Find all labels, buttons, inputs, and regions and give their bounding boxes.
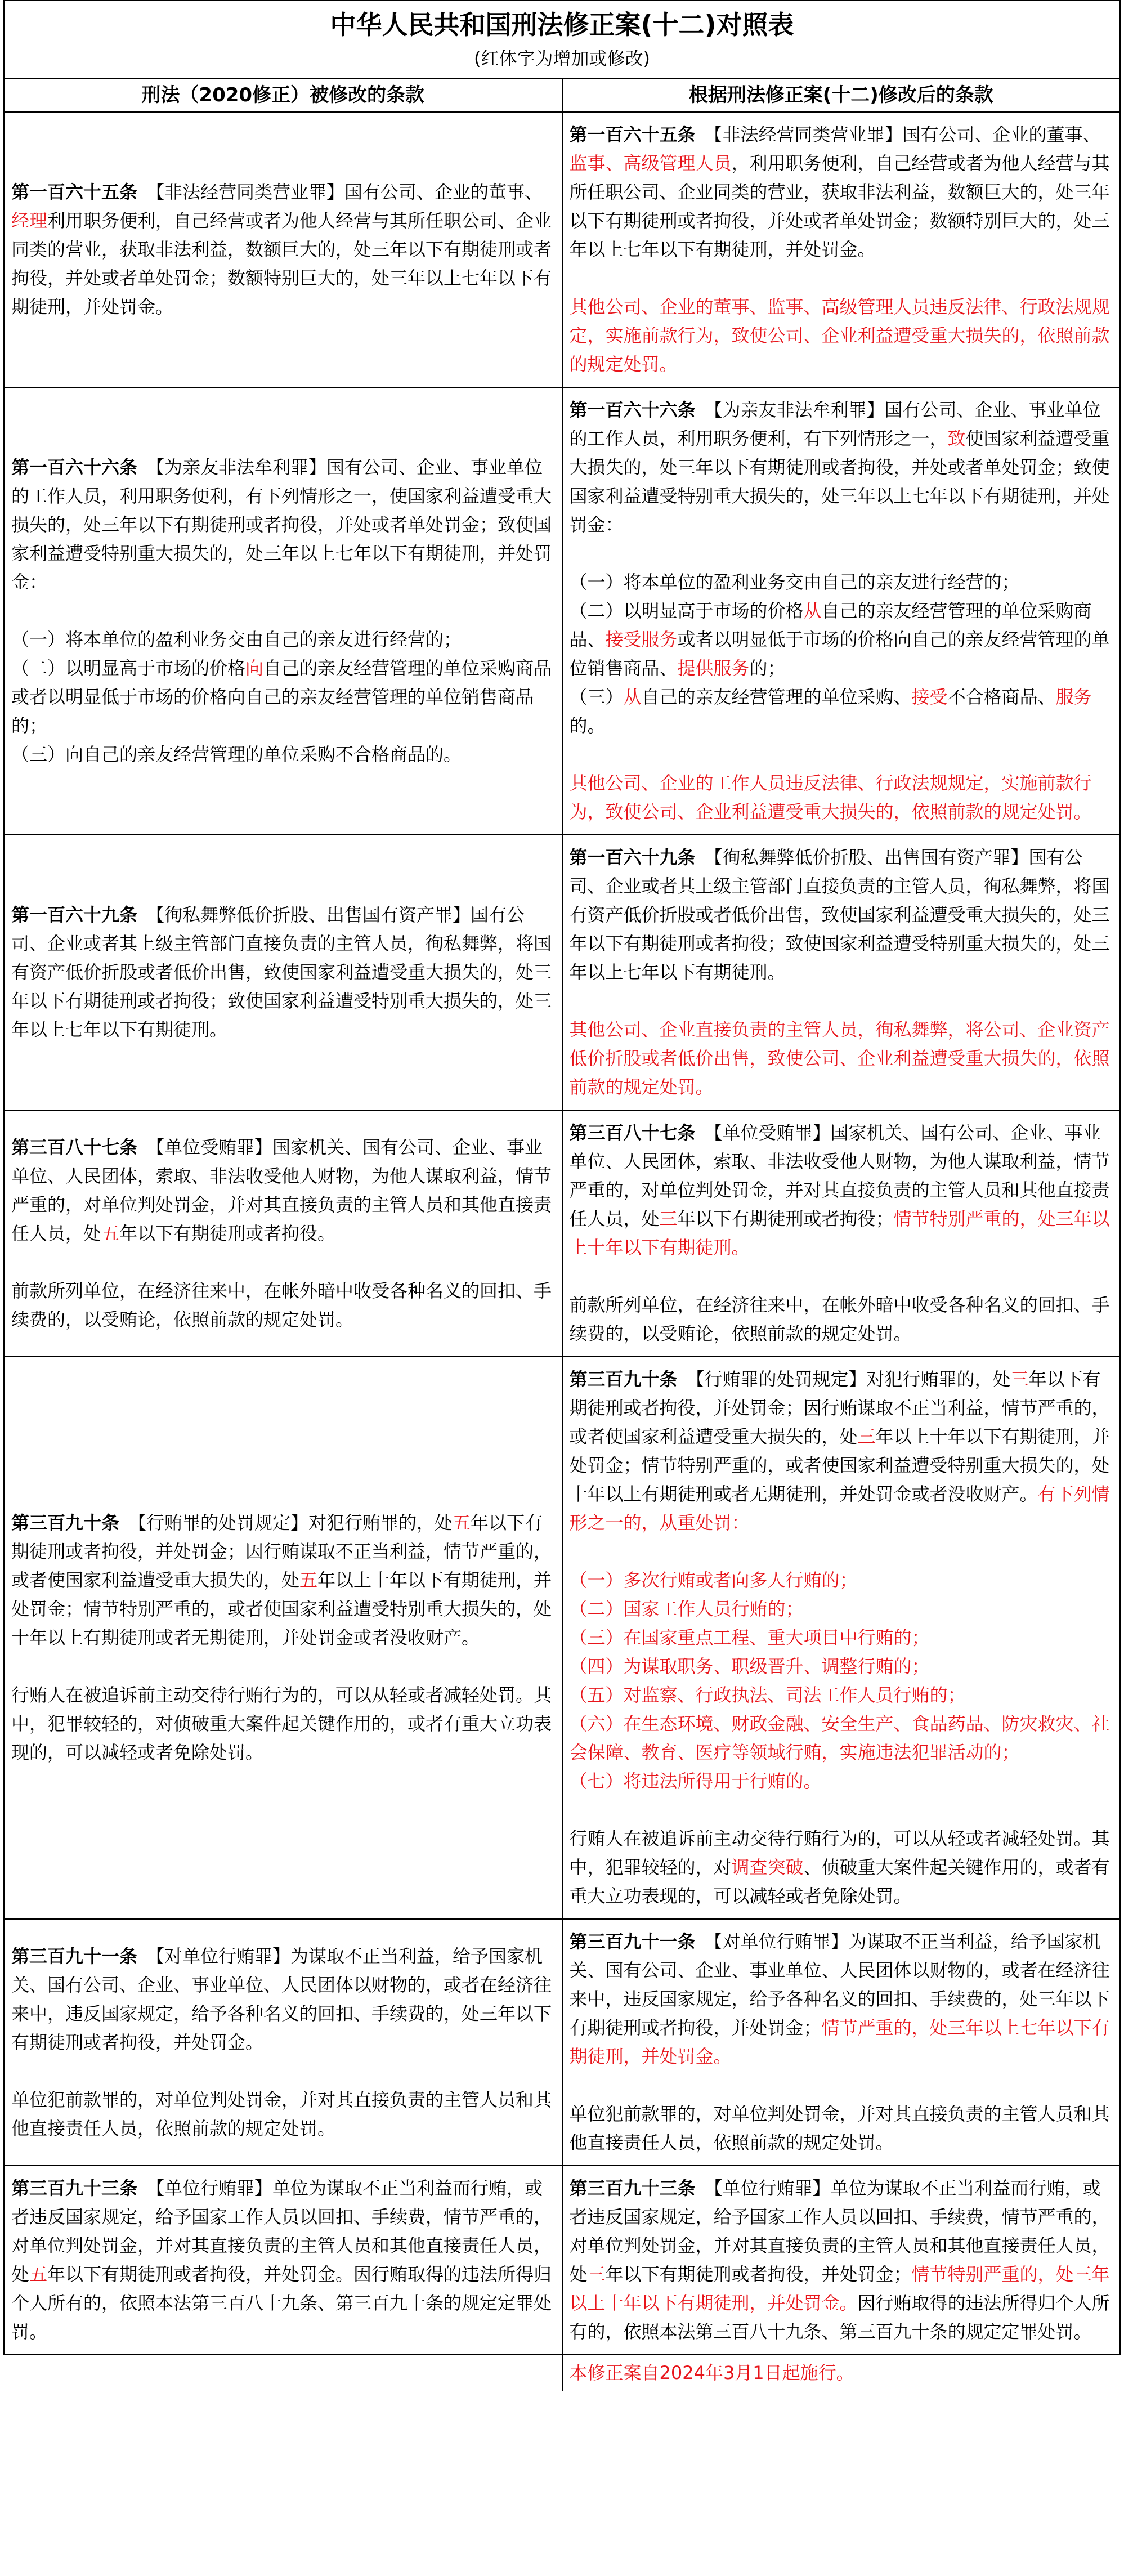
- article-text: 【徇私舞弊低价折股、出售国有资产罪】国有公司、企业或者其上级主管部门直接负责的主管人员，徇私舞弊，将国有资产低价折股或者低价出售，致使国家利益遭受重大损失的，处三年以下有期徒刑或者拘役；致使国家利益遭受特别重大损失的，处三年以上七年以下有期徒刑。: [11, 904, 552, 1040]
- amended-text: 接受服务: [605, 629, 678, 650]
- article-text: 【非法经营同类营业罪】国有公司、企业的董事、: [137, 181, 543, 203]
- amended-text: （七）将违法所得用于行贿的。: [569, 1770, 822, 1792]
- amended-text: （二）国家工作人员行贿的；: [569, 1598, 804, 1620]
- article-text: 不合格商品、: [947, 686, 1056, 708]
- article-paragraph: [11, 901, 555, 1044]
- amended-text: （六）在生态环境、财政金融、安全生产、食品药品、防灾救灾、社会保障、教育、医疗等领域行贿，实施违法犯罪活动的；: [569, 1713, 1110, 1763]
- left-article-cell: [4, 835, 562, 1110]
- article-text: 年以下有期徒刑或者拘役，并处罚金。因行贿取得的违法所得归个人所有的，依照本法第三百八十九条、第三百九十条的规定定罪处罚。: [11, 2264, 552, 2342]
- amended-text: 情节特别严重的，处三年以上十年以下有期徒刑。: [569, 1208, 1110, 1258]
- article-text: （三）: [569, 686, 624, 708]
- article-text: 自己的亲友经营管理的单位采购商品或者以明显低于市场的价格向自己的亲友经营管理的单位销售商品的；: [11, 658, 552, 736]
- amended-text: 三: [659, 1208, 678, 1229]
- title-row: [4, 1, 1120, 44]
- article-number: 第三百九十三条: [11, 2177, 138, 2199]
- article-number: 第一百六十九条: [11, 904, 138, 925]
- article-text: 利用职务便利，自己经营或者为他人经营与其所任职公司、企业同类的营业，获取非法利益，数额巨大的，处三年以下有期徒刑或者拘役，并处或者单处罚金；数额特别巨大的，处三年以上七年以下有期徒刑，并处罚金。: [11, 210, 552, 317]
- article-paragraph: [11, 1942, 555, 2057]
- article-number: 第三百九十三条: [569, 2177, 696, 2199]
- table-row: [4, 1357, 1120, 1919]
- article-text: 的；: [749, 658, 786, 679]
- article-text: 单位犯前款罪的，对单位判处罚金，并对其直接负责的主管人员和其他直接责任人员，依照前款的规定处罚。: [11, 2088, 552, 2139]
- amended-text: 服务: [1055, 686, 1092, 708]
- article-text: 【对单位行贿罪】为谋取不正当利益，给予国家机关、国有公司、企业、事业单位、人民团体以财物的，或者在经济往来中，违反国家规定，给予各种名义的回扣、手续费的，处三年以下有期徒刑或者拘役，并处罚金；: [569, 1931, 1110, 2038]
- amended-text: （三）在国家重点工程、重大项目中行贿的；: [569, 1627, 930, 1648]
- right-article-cell: [562, 835, 1121, 1110]
- right-article-cell: [562, 112, 1121, 387]
- right-article-cell: [562, 2166, 1121, 2355]
- amended-text: 五: [29, 2264, 48, 2285]
- article-text: 【单位受贿罪】国家机关、国有公司、企业、事业单位、人民团体，索取、非法收受他人财物，为他人谋取利益，情节严重的，对单位判处罚金，并对其直接负责的主管人员和其他直接责任人员，处: [569, 1122, 1110, 1229]
- column-header-right: 根据刑法修正案(十二)修改后的条款: [562, 78, 1121, 112]
- footer-blank: [4, 2355, 562, 2391]
- footer-note: 本修正案自2024年3月1日起施行。: [562, 2355, 1121, 2391]
- amended-text: 接受: [911, 686, 948, 708]
- article-paragraph: [11, 1681, 555, 1767]
- article-text: 年以上十年以下有期徒刑，并处罚金；情节特别严重的，或者使国家利益遭受特别重大损失的，处十年以上有期徒刑或者无期徒刑，并处罚金或者没收财产。: [569, 1426, 1110, 1505]
- right-article-cell: [562, 387, 1121, 835]
- article-paragraph: [11, 1277, 555, 1334]
- article-paragraph: [570, 120, 1113, 264]
- article-paragraph: [570, 1365, 1113, 1537]
- left-article-cell: [4, 387, 562, 835]
- article-text: 单位犯前款罪的，对单位判处罚金，并对其直接负责的主管人员和其他直接责任人员，依照前款的规定处罚。: [569, 2103, 1110, 2153]
- article-text: 前款所列单位，在经济往来中，在帐外暗中收受各种名义的回扣、手续费的，以受贿论，依照前款的规定处罚。: [11, 1280, 552, 1330]
- article-text: 年以下有期徒刑或者拘役，并处罚金；因行贿谋取不正当利益，情节严重的，或者使国家利益遭受重大损失的，处: [569, 1368, 1110, 1447]
- article-paragraph: [570, 843, 1113, 987]
- article-number: 第三百八十七条: [11, 1136, 138, 1158]
- article-paragraph: [570, 1016, 1113, 1102]
- table-row: [4, 835, 1120, 1110]
- right-article-cell: [562, 1919, 1121, 2166]
- amended-text: （五）对监察、行政执法、司法工作人员行贿的；: [569, 1684, 966, 1706]
- amended-text: 监事、高级管理人员: [569, 153, 732, 174]
- left-article-cell: [4, 2166, 562, 2355]
- amended-text: 五: [453, 1512, 471, 1533]
- article-text: （一）将本单位的盈利业务交由自己的亲友进行经营的；: [11, 629, 462, 650]
- table-row: [4, 387, 1120, 835]
- article-paragraph: [570, 396, 1113, 539]
- column-header-left: 刑法（2020修正）被修改的条款: [4, 78, 562, 112]
- article-rows: [4, 112, 1120, 2355]
- subtitle-row: [4, 44, 1120, 78]
- amended-text: （一）多次行贿或者向多人行贿的；: [569, 1569, 858, 1591]
- amended-text: 提供服务: [677, 658, 750, 679]
- article-number: 第三百八十七条: [569, 1122, 696, 1143]
- amended-text: 三: [1010, 1368, 1029, 1390]
- article-paragraph: [570, 1119, 1113, 1262]
- article-text: 【为亲友非法牟利罪】国有公司、企业、事业单位的工作人员，利用职务便利，有下列情形之一，: [569, 399, 1101, 449]
- article-text: ，利用职务便利，自己经营或者为他人经营与其所任职公司、企业同类的营业，获取非法利益，数额巨大的，处三年以下有期徒刑或者拘役，并处或者单处罚金；数额特别巨大的，处三年以上七年以下有期徒刑，并处罚金。: [569, 153, 1110, 260]
- article-text: 【为亲友非法牟利罪】国有公司、企业、事业单位的工作人员，利用职务便利，有下列情形之一，使国家利益遭受重大损失的，处三年以下有期徒刑或者拘役，并处或者单处罚金；致使国家利益遭受特别重大损失的，处三年以上七年以下有期徒刑，并处罚金：: [11, 457, 552, 593]
- amended-text: 致: [947, 428, 966, 449]
- subtitle: (红体字为增加或修改): [4, 44, 1120, 78]
- article-number: 第一百六十九条: [569, 847, 696, 868]
- article-text: 行贿人在被追诉前主动交待行贿行为的，可以从轻或者减轻处罚。其中，犯罪较轻的，对: [569, 1828, 1110, 1878]
- article-paragraph: [570, 293, 1113, 379]
- amended-text: 情节严重的，处三年以上七年以下有期徒刑，并处罚金。: [569, 2017, 1110, 2067]
- article-text: 【行贿罪的处罚规定】对犯行贿罪的，处: [119, 1512, 453, 1533]
- article-paragraph: [570, 568, 1113, 740]
- article-paragraph: [11, 2086, 555, 2143]
- amended-text: 从: [623, 686, 642, 708]
- article-number: 第三百九十一条: [569, 1931, 696, 1952]
- article-number: 第三百九十条: [11, 1512, 120, 1533]
- table-row: [4, 2166, 1120, 2355]
- amended-text: 三: [857, 1426, 876, 1447]
- article-text: 【单位行贿罪】单位为谋取不正当利益而行贿，或者违反国家规定，给予国家工作人员以回扣、手续费，情节严重的，对单位判处罚金，并对其直接负责的主管人员和其他直接责任人员，处: [569, 2177, 1110, 2285]
- article-text: 的。: [569, 715, 606, 736]
- article-paragraph: [11, 178, 555, 321]
- article-paragraph: [11, 625, 555, 769]
- article-text: 行贿人在被追诉前主动交待行贿行为的，可以从轻或者减轻处罚。其中，犯罪较轻的，对侦破重大案件起关键作用的，或者有重大立功表现的，可以减轻或者免除处罚。: [11, 1684, 552, 1763]
- amended-text: 三: [587, 2264, 606, 2285]
- article-paragraph: [570, 1291, 1113, 1348]
- article-number: 第三百九十条: [569, 1368, 678, 1390]
- article-text: 因行贿取得的违法所得归个人所有的，依照本法第三百八十九条、第三百九十条的规定定罪处罚。: [569, 2292, 1110, 2342]
- amended-text: 有下列情形之一的，从重处罚：: [569, 1483, 1110, 1533]
- right-article-cell: [562, 1357, 1121, 1919]
- title-cell: [4, 1, 1120, 44]
- article-text: （一）将本单位的盈利业务交由自己的亲友进行经营的；: [569, 571, 1020, 593]
- article-text: 【单位行贿罪】单位为谋取不正当利益而行贿，或者违反国家规定，给予国家工作人员以回扣、手续费，情节严重的，对单位判处罚金，并对其直接负责的主管人员和其他直接责任人员，处: [11, 2177, 552, 2285]
- article-number: 第一百六十五条: [569, 124, 696, 145]
- table-row: [4, 1919, 1120, 2166]
- table-row: [4, 1110, 1120, 1357]
- article-number: 第三百九十一条: [11, 1945, 138, 1967]
- amended-text: 向: [245, 658, 264, 679]
- article-text: （二）以明显高于市场的价格: [569, 600, 804, 621]
- article-text: 年以下有期徒刑或者拘役，并处罚金；因行贿谋取不正当利益，情节严重的，或者使国家利益遭受重大损失的，处: [11, 1512, 552, 1591]
- article-text: 使国家利益遭受重大损失的，处三年以下有期徒刑或者拘役，并处或者单处罚金；致使国家利益遭受特别重大损失的，处三年以上七年以下有期徒刑，并处罚金：: [569, 428, 1110, 535]
- article-text: 【单位受贿罪】国家机关、国有公司、企业、事业单位、人民团体，索取、非法收受他人财物，为他人谋取利益，情节严重的，对单位判处罚金，并对其直接负责的主管人员和其他直接责任人员，处: [11, 1136, 552, 1244]
- article-text: 年以下有期徒刑或者拘役。: [119, 1222, 336, 1244]
- article-paragraph: [11, 453, 555, 597]
- amended-text: 其他公司、企业直接负责的主管人员，徇私舞弊，将公司、企业资产低价折股或者低价出售，致使公司、企业利益遭受重大损失的，依照前款的规定处罚。: [569, 1019, 1110, 1098]
- article-paragraph: [11, 2174, 555, 2346]
- table-row: [4, 112, 1120, 387]
- article-text: 年以下有期徒刑或者拘役；: [677, 1208, 894, 1229]
- article-paragraph: [570, 2100, 1113, 2157]
- article-text: （二）以明显高于市场的价格: [11, 658, 246, 679]
- left-article-cell: [4, 112, 562, 387]
- amended-text: 五: [299, 1569, 318, 1591]
- amended-text: 其他公司、企业的工作人员违反法律、行政法规规定，实施前款行为，致使公司、企业利益遭受重大损失的，依照前款的规定处罚。: [569, 772, 1092, 822]
- article-text: 前款所列单位，在经济往来中，在帐外暗中收受各种名义的回扣、手续费的，以受贿论，依照前款的规定处罚。: [569, 1294, 1110, 1344]
- article-text: 【对单位行贿罪】为谋取不正当利益，给予国家机关、国有公司、企业、事业单位、人民团体以财物的，或者在经济往来中，违反国家规定，给予各种名义的回扣、手续费的，处三年以下有期徒刑或者拘役，并处罚金。: [11, 1945, 552, 2053]
- article-number: 第一百六十六条: [11, 457, 138, 478]
- comparison-table: [3, 0, 1121, 2391]
- article-text: 自己的亲友经营管理的单位采购、: [641, 686, 912, 708]
- article-paragraph: [570, 1824, 1113, 1911]
- left-article-cell: [4, 1110, 562, 1357]
- article-text: 【行贿罪的处罚规定】对犯行贿罪的，处: [677, 1368, 1011, 1390]
- footer-row: [4, 2355, 1120, 2391]
- article-text: 、侦破重大案件起关键作用的，或者有重大立功表现的，可以减轻或者免除处罚。: [569, 1857, 1110, 1907]
- article-paragraph: [11, 1133, 555, 1248]
- amended-text: 情节特别严重的，处三年以上十年以下有期徒刑，并处罚金。: [569, 2264, 1110, 2314]
- article-text: 自己的亲友经营管理的单位采购商品、: [569, 600, 1092, 650]
- article-paragraph: [570, 1927, 1113, 2071]
- left-article-cell: [4, 1357, 562, 1919]
- article-text: 【徇私舞弊低价折股、出售国有资产罪】国有公司、企业或者其上级主管部门直接负责的主管人员，徇私舞弊，将国有资产低价折股或者低价出售，致使国家利益遭受重大损失的，处三年以下有期徒刑或者拘役；致使国家利益遭受特别重大损失的，处三年以上七年以下有期徒刑。: [569, 847, 1110, 983]
- article-text: （三）向自己的亲友经营管理的单位采购不合格商品的。: [11, 744, 462, 765]
- amended-text: 经理: [11, 210, 48, 231]
- amended-text: 调查突破: [731, 1857, 804, 1878]
- page-title: 中华人民共和国刑法修正案(十二)对照表: [330, 10, 794, 40]
- article-text: 【非法经营同类营业罪】国有公司、企业的董事、: [695, 124, 1101, 145]
- article-text: 年以下有期徒刑或者拘役，并处罚金；: [605, 2264, 912, 2285]
- column-header-row: [4, 78, 1120, 112]
- left-article-cell: [4, 1919, 562, 2166]
- article-paragraph: [570, 2174, 1113, 2346]
- article-number: 第一百六十六条: [569, 399, 696, 421]
- article-paragraph: [570, 769, 1113, 826]
- amended-text: 从: [803, 600, 822, 621]
- article-text: 年以上十年以下有期徒刑，并处罚金；情节特别严重的，或者使国家利益遭受特别重大损失的，处十年以上有期徒刑或者无期徒刑，并处罚金或者没收财产。: [11, 1569, 552, 1648]
- article-number: 第一百六十五条: [11, 181, 138, 203]
- amended-text: 五: [101, 1222, 120, 1244]
- amended-text: 其他公司、企业的董事、监事、高级管理人员违反法律、行政法规规定，实施前款行为，致使公司、企业利益遭受重大损失的，依照前款的规定处罚。: [569, 296, 1110, 375]
- article-text: 或者以明显低于市场的价格向自己的亲友经营管理的单位销售商品、: [569, 629, 1110, 679]
- article-paragraph: [570, 1566, 1113, 1796]
- right-article-cell: [562, 1110, 1121, 1357]
- article-paragraph: [11, 1509, 555, 1652]
- amended-text: （四）为谋取职务、职级晋升、调整行贿的；: [569, 1656, 930, 1677]
